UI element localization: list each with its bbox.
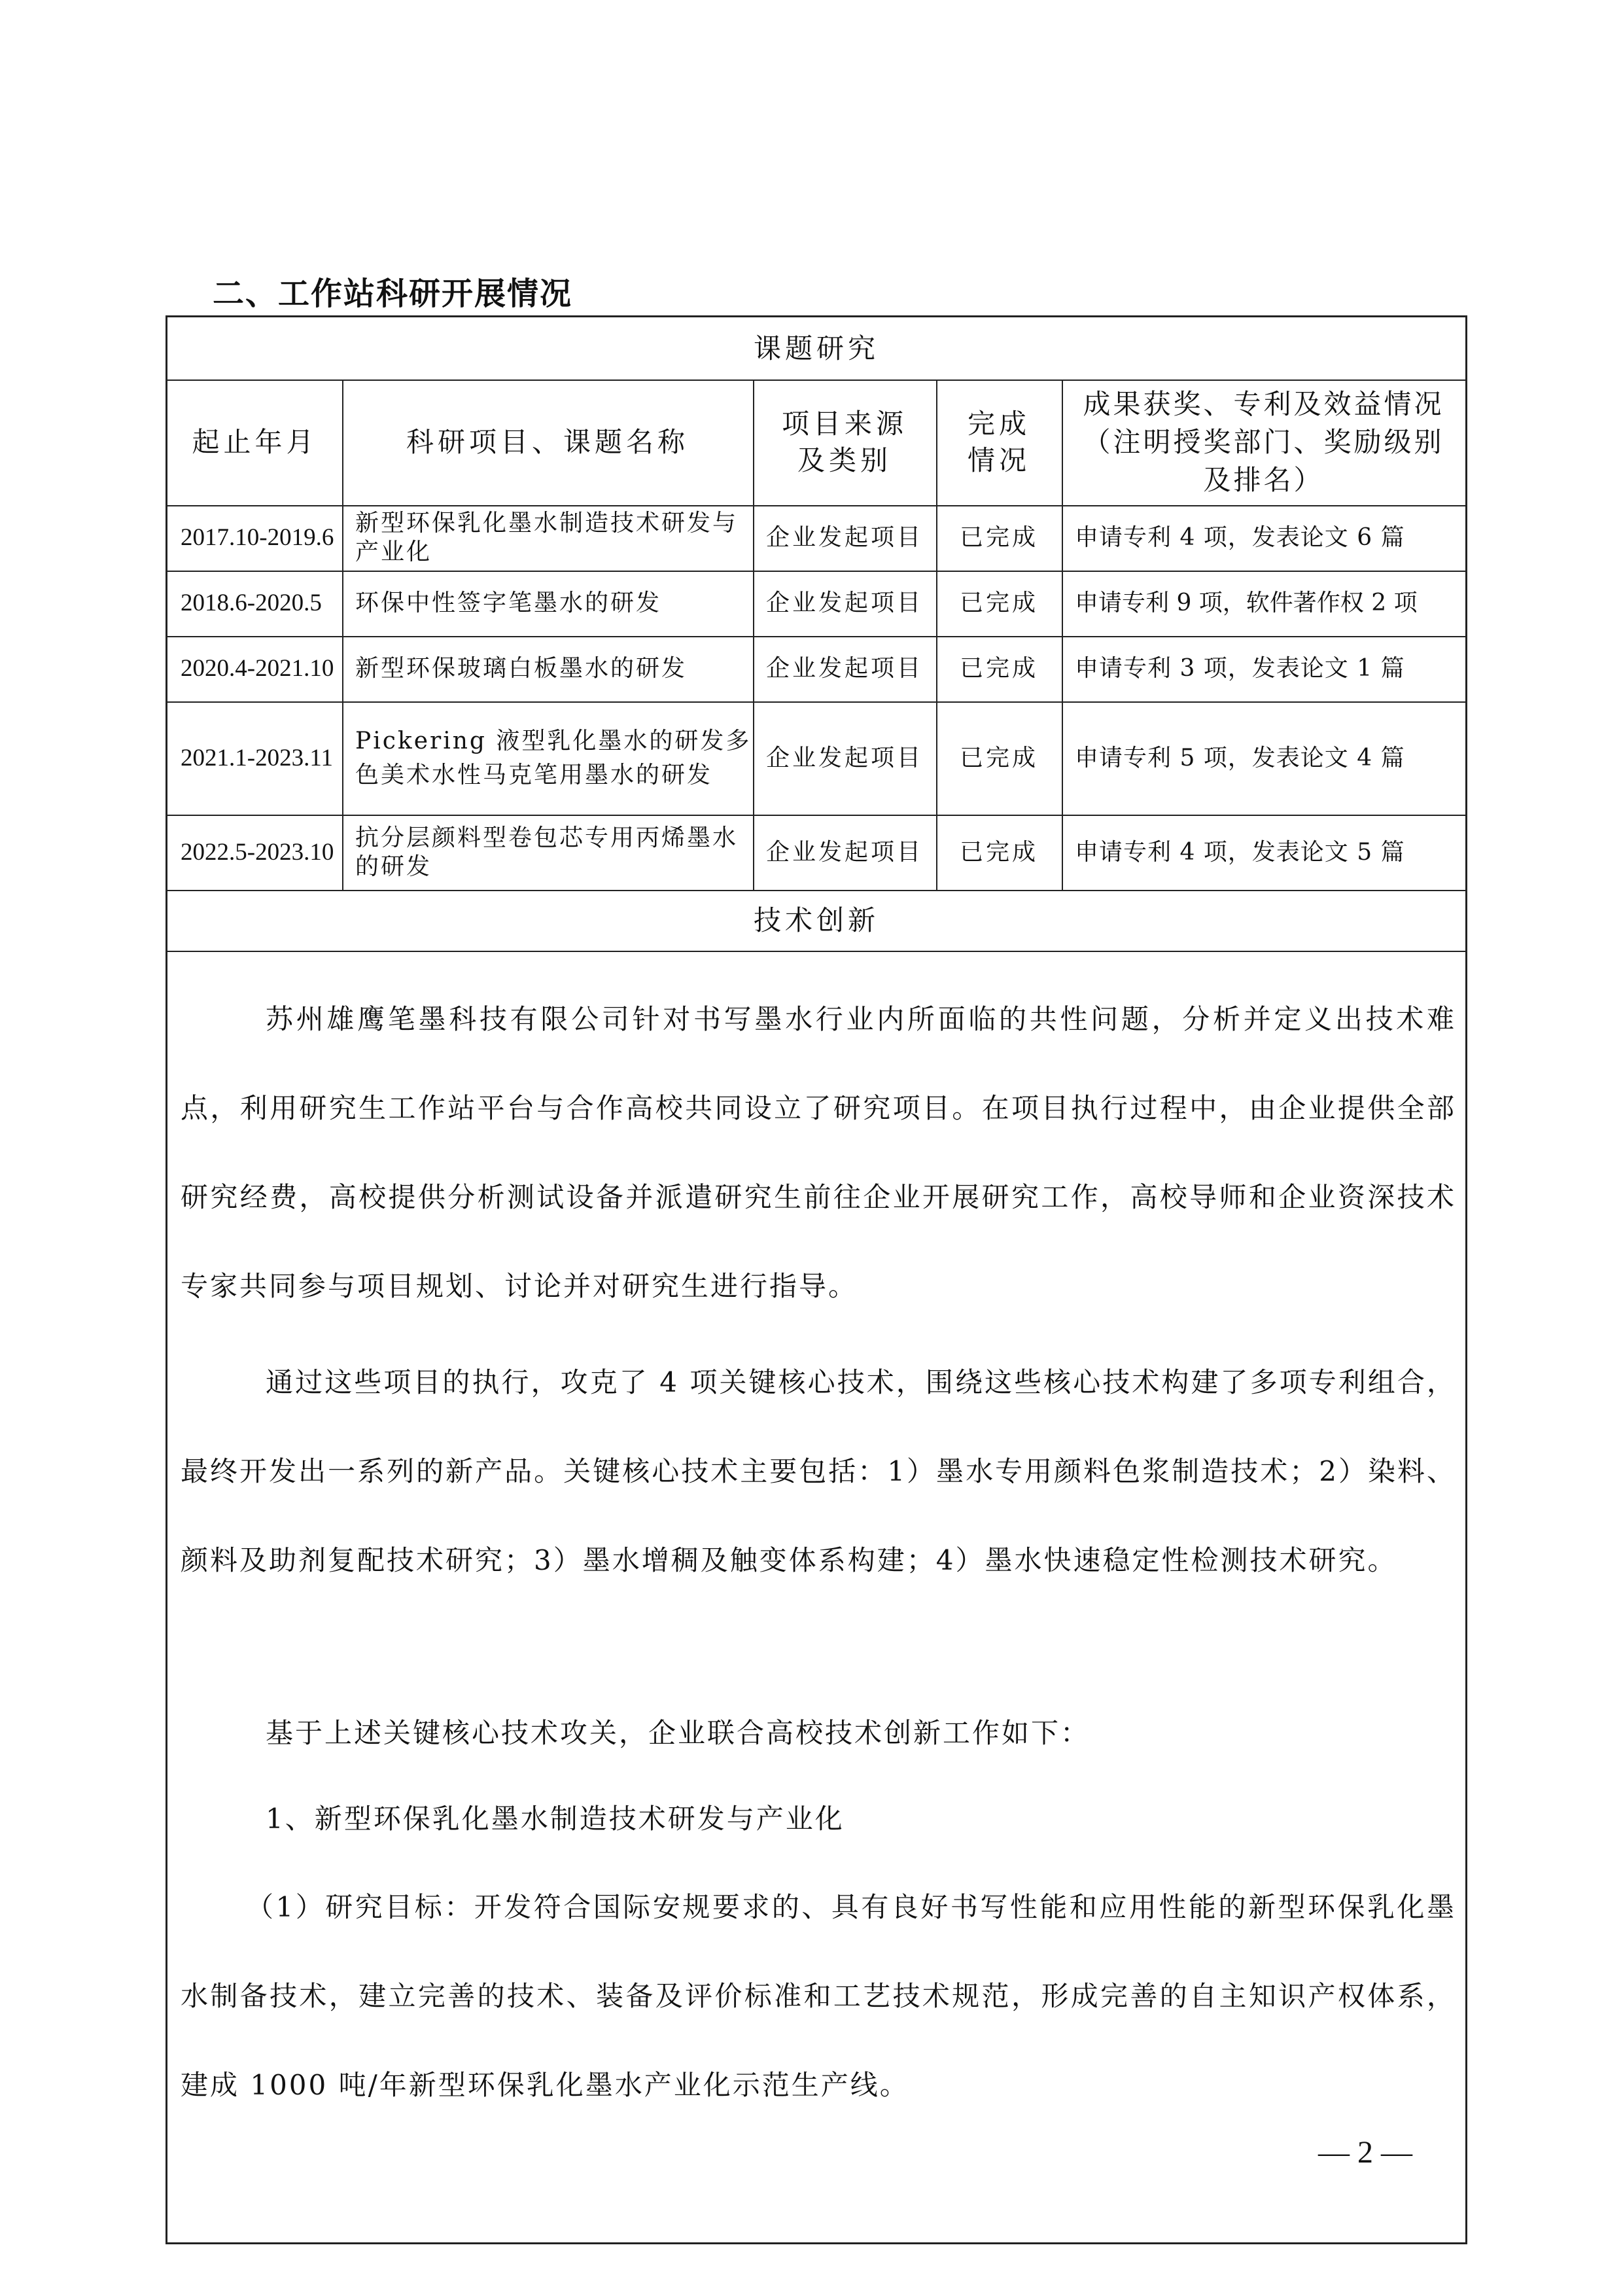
row-source: 企业发起项目 [765, 838, 923, 866]
row-project: 新型环保玻璃白板墨水的研发 [355, 655, 688, 682]
header-source: 项目来源及类别 [781, 408, 907, 476]
row-project: 新型环保乳化墨水制造技术研发与产业化 [355, 510, 739, 565]
row-period: 2020.4-2021.10 [181, 655, 334, 682]
paragraph-core-tech: 通过这些项目的执行，攻克了 4 项关键核心技术，围绕这些核心技术构建了多项专利组合，最终开发出一系列的新产品。关键核心技术主要包括：1）墨水专用颜料色浆制造技术；2）染料、颜料及助剂复配技术研究；3）墨水增稠及触变体系构建；4）墨水快速稳定性检测技术研究。 [181, 1366, 1456, 1576]
row-period: 2018.6-2020.5 [181, 590, 322, 616]
subsection-heading: 1、新型环保乳化墨水制造技术研发与产业化 [266, 1803, 845, 1835]
row-project: 抗分层颜料型卷包芯专用丙烯墨水的研发 [355, 824, 739, 880]
row-status: 已完成 [959, 524, 1038, 551]
row-status: 已完成 [959, 838, 1038, 866]
row-status: 已完成 [959, 655, 1038, 682]
row-divider [167, 951, 1465, 952]
row-results: 申请专利 9 项，软件著作权 2 项 [1075, 590, 1418, 616]
row-project: 环保中性签字笔墨水的研发 [355, 590, 662, 616]
row-period: 2021.1-2023.11 [181, 744, 333, 771]
row-results: 申请专利 5 项，发表论文 4 篇 [1075, 744, 1405, 771]
paragraph-goal: （1）研究目标：开发符合国际安规要求的、具有良好书写性能和应用性能的新型环保乳化墨水制备技术，建立完善的技术、装备及评价标准和工艺技术规范，形成完善的自主知识产权体系，建成 1000 吨/年新型环保乳化墨水产业化示范生产线。 [181, 1891, 1456, 2101]
section-title: 二、工作站科研开展情况 [213, 275, 573, 312]
row-source: 企业发起项目 [765, 744, 923, 771]
row-period: 2022.5-2023.10 [181, 838, 334, 866]
paragraph-intro: 苏州雄鹰笔墨科技有限公司针对书写墨水行业内所面临的共性问题，分析并定义出技术难点，利用研究生工作站平台与合作高校共同设立了研究项目。在项目执行过程中，由企业提供全部研究经费，高校提供分析测试设备并派遣研究生前往企业开展研究工作，高校导师和企业资深技术专家共同参与项目规划、讨论并对研究生进行指导。 [181, 1003, 1456, 1302]
row-source: 企业发起项目 [765, 655, 923, 682]
row-results: 申请专利 4 项，发表论文 5 篇 [1075, 838, 1405, 866]
header-period: 起止年月 [192, 426, 318, 458]
header-results: 成果获奖、专利及效益情况（注明授奖部门、奖励级别及排名） [1083, 388, 1444, 496]
page-number: — 2 — [1318, 2135, 1412, 2170]
row-status: 已完成 [959, 744, 1038, 771]
innovation-header: 技术创新 [753, 904, 879, 936]
row-source: 企业发起项目 [765, 590, 923, 616]
row-status: 已完成 [959, 590, 1038, 616]
row-source: 企业发起项目 [765, 524, 923, 551]
header-status: 完成情况 [967, 408, 1030, 476]
row-project: Pickering 液型乳化墨水的研发多色美术水性马克笔用墨水的研发 [355, 727, 752, 788]
research-header: 课题研究 [753, 332, 879, 364]
research-table-frame [166, 315, 1467, 2244]
row-results: 申请专利 3 项，发表论文 1 篇 [1075, 655, 1405, 682]
row-results: 申请专利 4 项，发表论文 6 篇 [1075, 524, 1405, 551]
header-project: 科研项目、课题名称 [406, 426, 689, 458]
row-period: 2017.10-2019.6 [181, 524, 334, 551]
paragraph-summary: 基于上述关键核心技术攻关，企业联合高校技术创新工作如下： [266, 1717, 1091, 1749]
